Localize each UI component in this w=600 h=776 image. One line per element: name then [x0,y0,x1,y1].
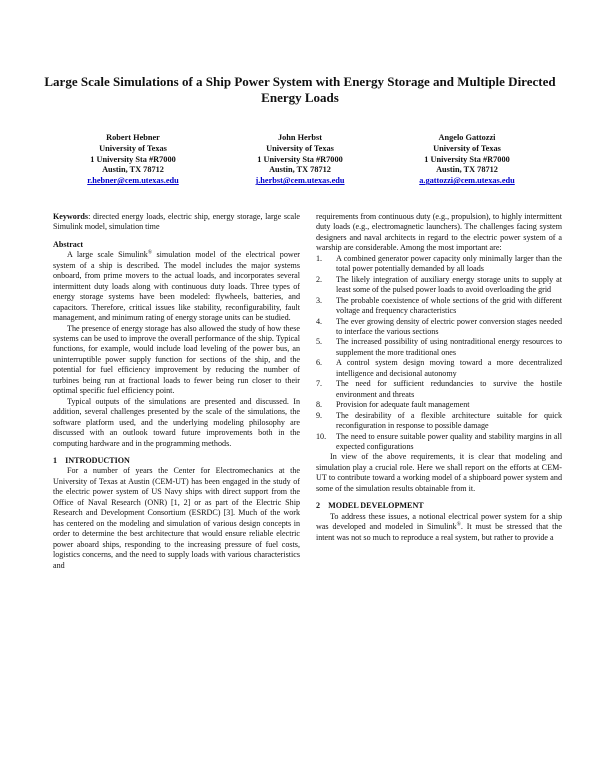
abstract-p1-text-b: simulation model of the electrical power system of a ship is described. The model includes the major systems onboard, from prime movers to the actual loads, and incorporates several intermittent duty loads along with continuous duty loads. Three types of energy storage systems have been modeled: flywheels, batteries, and capacitors. Therefore, critical issues like stability, reconfigurability, fault management, and minimum rating of energy storage units can be studied. [53,250,300,323]
author-email-link[interactable]: a.gattozzi@cem.utexas.edu [419,176,515,186]
list-item [316,254,562,275]
intro-continued-paragraph: requirements from continuous duty (e.g., propulsion), to highly intermittent duty loads (e.g., electromagnetic launchers). The challenges facing system designers and naval architects in regard to the electric power system of a warship are considerable. Among the most important are: [316,212,562,253]
author-name: John Herbst [277,133,323,142]
author-name: Robert Hebner [106,133,160,142]
author-3 [377,133,557,187]
model-p1-text-b: . It must be stressed that the intent was not so much to reproduce a real system, but rather to provide a [316,522,563,542]
keywords-text: : directed energy loads, electric ship, energy storage, large scale Simulink model, simulation time [53,212,300,232]
abstract-p1-text-a: A large scale Simulink [67,250,148,260]
list-item-text: Provision for adequate fault management [336,400,470,410]
model-paragraph-1 [316,512,562,543]
list-item-number: 6. [316,358,323,368]
list-item-number: 9. [316,410,323,420]
list-item-number: 1. [316,253,323,263]
author-email-link[interactable]: r.hebner@cem.utexas.edu [87,176,179,186]
author-city: Austin, TX 78712 [102,165,164,175]
list-item [316,317,562,338]
paper-title: Large Scale Simulations of a Ship Power System with Energy Storage and Multiple Directed Energy Loads [44,74,556,105]
author-affiliation: University of Texas [99,143,167,153]
list-item-number: 3. [316,295,323,305]
intro-paragraph-1: For a number of years the Center for Electromechanics at the University of Texas at Austin (CEM-UT) has been engaged in the study of the electric power system of US Navy ships with direct support from the Office of Naval Research (ONR) [1, 2] or as part of the Electric Ship Research and Development Consortium (ESRDC) [3]. Much of the work has centered on the modeling and simulation of various design concepts in order to determine the best architecture that would ensure reliable electric power aboard ships, responding to the increasing pressure of fuel costs, logistics concerns, and the need to supply loads with various characteristics and [53,466,300,570]
list-item [316,296,562,317]
list-item-number: 2. [316,274,323,284]
author-1 [43,133,223,187]
keywords-label: Keywords [53,212,89,221]
list-item-text: The likely integration of auxiliary energy storage units to supply at least some of the pulsed power loads to avoid overloading the grid [336,274,562,295]
list-item-text: The increased possibility of using nontraditional energy resources to supplement the more traditional ones [336,337,562,357]
list-item [316,337,562,358]
author-city: Austin, TX 78712 [269,165,331,175]
list-item-text: A combined generator power capacity only minimally larger than the total power potentially demanded by all loads [336,253,562,274]
requirements-list [316,254,562,453]
section-1-heading: 1 INTRODUCTION [53,455,130,465]
model-p1-text-a: To address these issues, a notional electrical power system for a ship was developed and modeled in Simulink [316,511,562,532]
left-column [53,212,300,571]
abstract-paragraph-2: The presence of energy storage has also allowed the study of how these systems can be used to improve the overall performance of the ship. Typical functions, for example, would include load leveling of the power bus, an uninterruptible power supply function for sections of the ship, and the potential for fuel efficiency improvement by reducing the number of turbines being run at fractional loads to fewer being run closer to their optimal specific fuel efficiency point. [53,323,300,396]
section-2-heading: 2 MODEL DEVELOPMENT [316,501,424,511]
author-affiliation: University of Texas [266,143,334,153]
list-item [316,358,562,379]
abstract-paragraph-3: Typical outputs of the simulations are presented and discussed. In addition, several challenges presented by the scale of the simulations, the software platform used, and the underlying modeling philosophy are discussed with an outlook toward future improvements both in the computing hardware and in the programming methods. [53,396,300,448]
author-name: Angelo Gattozzi [438,133,496,142]
list-item-number: 7. [316,379,323,389]
conclusion-paragraph: In view of the above requirements, it is clear that modeling and simulation play a crucial role. Here we shall report on the efforts at CEM-UT to contribute toward a working model of a shipboard power system and some of the simulation results obtainable from it. [316,452,562,493]
list-item-text: The need for sufficient redundancies to survive the hostile environment and threats [336,379,562,399]
author-affiliation: University of Texas [433,143,501,153]
list-item-text: The ever growing density of electric power conversion stages needed to interface the various sections [336,316,562,336]
author-address: 1 University Sta #R7000 [90,154,176,164]
list-item-number: 10. [316,431,327,441]
list-item [316,275,562,296]
list-item-text: The probable coexistence of whole sections of the grid with different voltage and frequency characteristics [336,295,562,316]
author-2 [210,133,390,187]
registered-mark: ® [456,521,461,528]
list-item-number: 8. [316,400,323,410]
registered-mark: ® [147,249,153,256]
abstract-heading: Abstract [53,239,84,249]
right-column [316,212,562,543]
list-item-text: The desirability of a flexible architecture suitable for quick reconfiguration in response to possible damage [336,410,562,431]
list-item [316,411,562,432]
list-item-text: A control system design moving toward a more decentralized intelligence and decisional autonomy [336,358,562,378]
list-item [316,379,562,400]
author-email-link[interactable]: j.herbst@cem.utexas.edu [255,176,345,186]
author-address: 1 University Sta #R7000 [424,154,510,164]
list-item-number: 4. [316,316,323,326]
list-item [316,400,562,410]
keywords [53,212,300,233]
author-address: 1 University Sta #R7000 [257,154,343,164]
list-item-text: The need to ensure suitable power quality and stability margins in all expected configurations [336,431,562,451]
author-city: Austin, TX 78712 [436,165,498,175]
abstract-paragraph-1 [53,250,300,323]
list-item-number: 5. [316,337,323,347]
list-item [316,432,562,453]
